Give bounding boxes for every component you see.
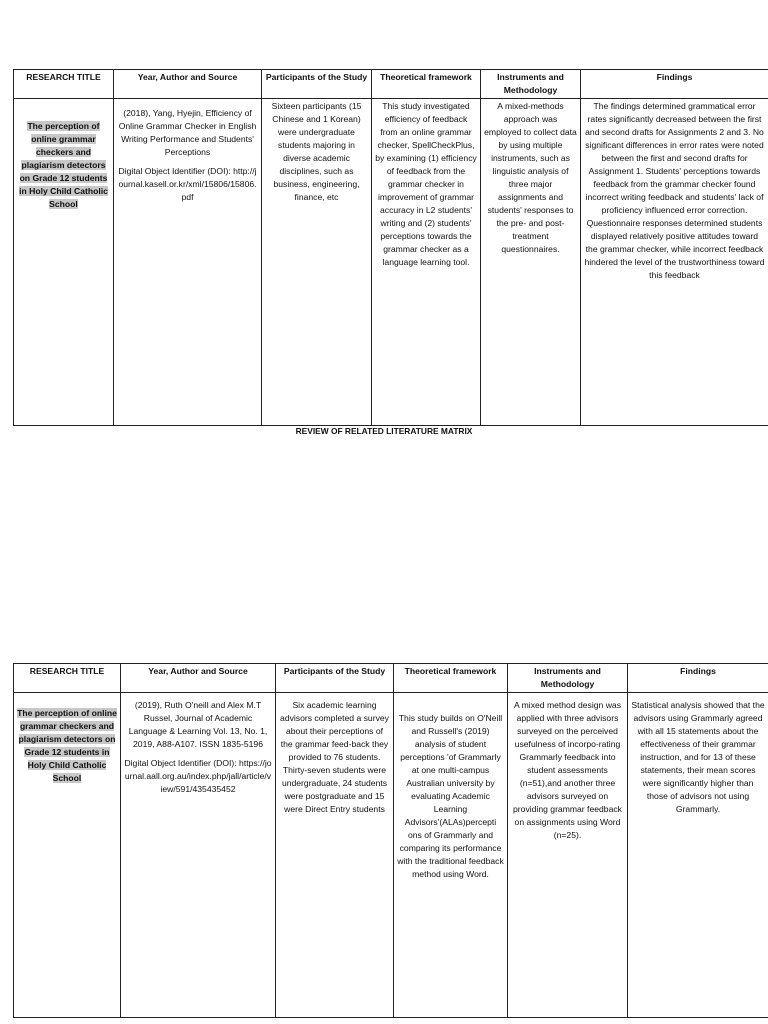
source-cell xyxy=(114,99,262,426)
source-citation: (2018), Yang, Hyejin, Efficiency of Online Grammar Checker in English Writing Performance and Students' Perceptions xyxy=(118,108,257,157)
source-doi: Digital Object Identifier (DOI): http://journal.kasell.or.kr/xml/15806/15806.pdf xyxy=(118,166,257,202)
framework-cell xyxy=(394,693,508,1018)
research-title-cell xyxy=(14,693,121,1018)
header-findings: Findings xyxy=(581,70,768,99)
header-year-author-source: Year, Author and Source xyxy=(121,664,276,693)
header-research-title: RESEARCH TITLE xyxy=(14,664,121,693)
framework-cell: This study investigated efficiency of feedback from an online grammar checker, SpellCheckPlus, by examining (1) efficiency of feedback from the grammar checker in improvement of grammar accuracy in L2 students' writing and (2) students' perceptions towards the grammar checker as a language learning tool. xyxy=(372,99,481,426)
header-research-title: RESEARCH TITLE xyxy=(14,70,114,99)
header-year-author-source: Year, Author and Source xyxy=(114,70,262,99)
findings-cell: The findings determined grammatical error rates significantly decreased between the first and second drafts for Assignments 2 and 3. No significant differences in error rates were noted between the first and second drafts for Assignment 1. Students' perceptions towards feedback from the grammar checker found incorrect writing feedback and students' lack of proficiency influenced error correction. Questionnaire responses determined students displayed relatively positive attitudes toward the grammar checker, while incorrect feedback hindered the level of the trustworthiness toward this feedback xyxy=(581,99,768,426)
header-theoretical-framework: Theoretical framework xyxy=(372,70,481,99)
methodology-cell xyxy=(508,693,628,1018)
header-participants: Participants of the Study xyxy=(262,70,372,99)
source-cell xyxy=(121,693,276,1018)
participants-cell: Sixteen participants (15 Chinese and 1 Korean) were undergraduate students majoring in diverse academic disciplines, such as business, engineering, finance, etc xyxy=(262,99,372,426)
header-findings: Findings xyxy=(628,664,768,693)
header-theoretical-framework: Theoretical framework xyxy=(394,664,508,693)
table-row xyxy=(14,99,768,426)
matrix-caption: REVIEW OF RELATED LITERATURE MATRIX xyxy=(295,426,473,436)
methodology-cell: A mixed-methods approach was employed to collect data by using multiple instruments, such as linguistic analysis of three major assignments and students' responses to the pre- and post-treatment questionnaires. xyxy=(481,99,581,426)
header-instruments-methodology: Instruments and Methodology xyxy=(508,664,628,693)
header-row xyxy=(14,70,768,99)
research-title: The perception of online grammar checkers and plagiarism detectors on Grade 12 students in Holy Child Catholic School xyxy=(17,708,117,783)
source-citation: (2019), Ruth O'neill and Alex M.T Russel, Journal of Academic Language & Learning Vol. 13, No. 1, 2019, A88-A107. ISSN 1835-5196 xyxy=(128,700,268,749)
research-title-cell xyxy=(14,99,114,426)
header-participants: Participants of the Study xyxy=(276,664,394,693)
literature-matrix-table-2 xyxy=(13,663,768,1018)
literature-matrix-table-1 xyxy=(13,69,768,426)
table-row xyxy=(14,693,768,1018)
participants-cell xyxy=(276,693,394,1018)
header-row xyxy=(14,664,768,693)
source-doi: Digital Object Identifier (DOI): https://journal.aall.org.au/index.php/jall/article/view/591/435435452 xyxy=(124,758,272,794)
methodology-text: A mixed method design was applied with three advisors surveyed on the perceived usefulness of incorpo-rating Grammarly feedback into student assessments (n=51),and another three advisors surveyed on providing grammar feedback on assignments using Word (n=25). xyxy=(513,700,622,840)
findings-text: Statistical analysis showed that the advisors using Grammarly agreed with all 15 statements about the effectiveness of their grammar instruction, and for 13 of these statements, their mean scores were significantly higher than those of advisors not using Grammarly. xyxy=(631,700,765,814)
research-title: The perception of online grammar checkers and plagiarism detectors on Grade 12 students in Holy Child Catholic School xyxy=(19,121,108,209)
framework-text: This study builds on O'Neill and Russell's (2019) analysis of student perceptions 'of Grammarly at one multi-campus Australian university by evaluating Academic Learning Advisors'(ALAs)percepti ons of Grammarly and comparing its performance with the traditional feedback method using Word. xyxy=(397,713,504,879)
participants-text: Six academic learning advisors completed a survey about their perceptions of the grammar feed-back they provided to 76 students. Thirty-seven students were undergraduate, 24 students were postgraduate and 15 were Direct Entry students xyxy=(280,700,389,814)
header-instruments-methodology: Instruments and Methodology xyxy=(481,70,581,99)
findings-cell xyxy=(628,693,768,1018)
